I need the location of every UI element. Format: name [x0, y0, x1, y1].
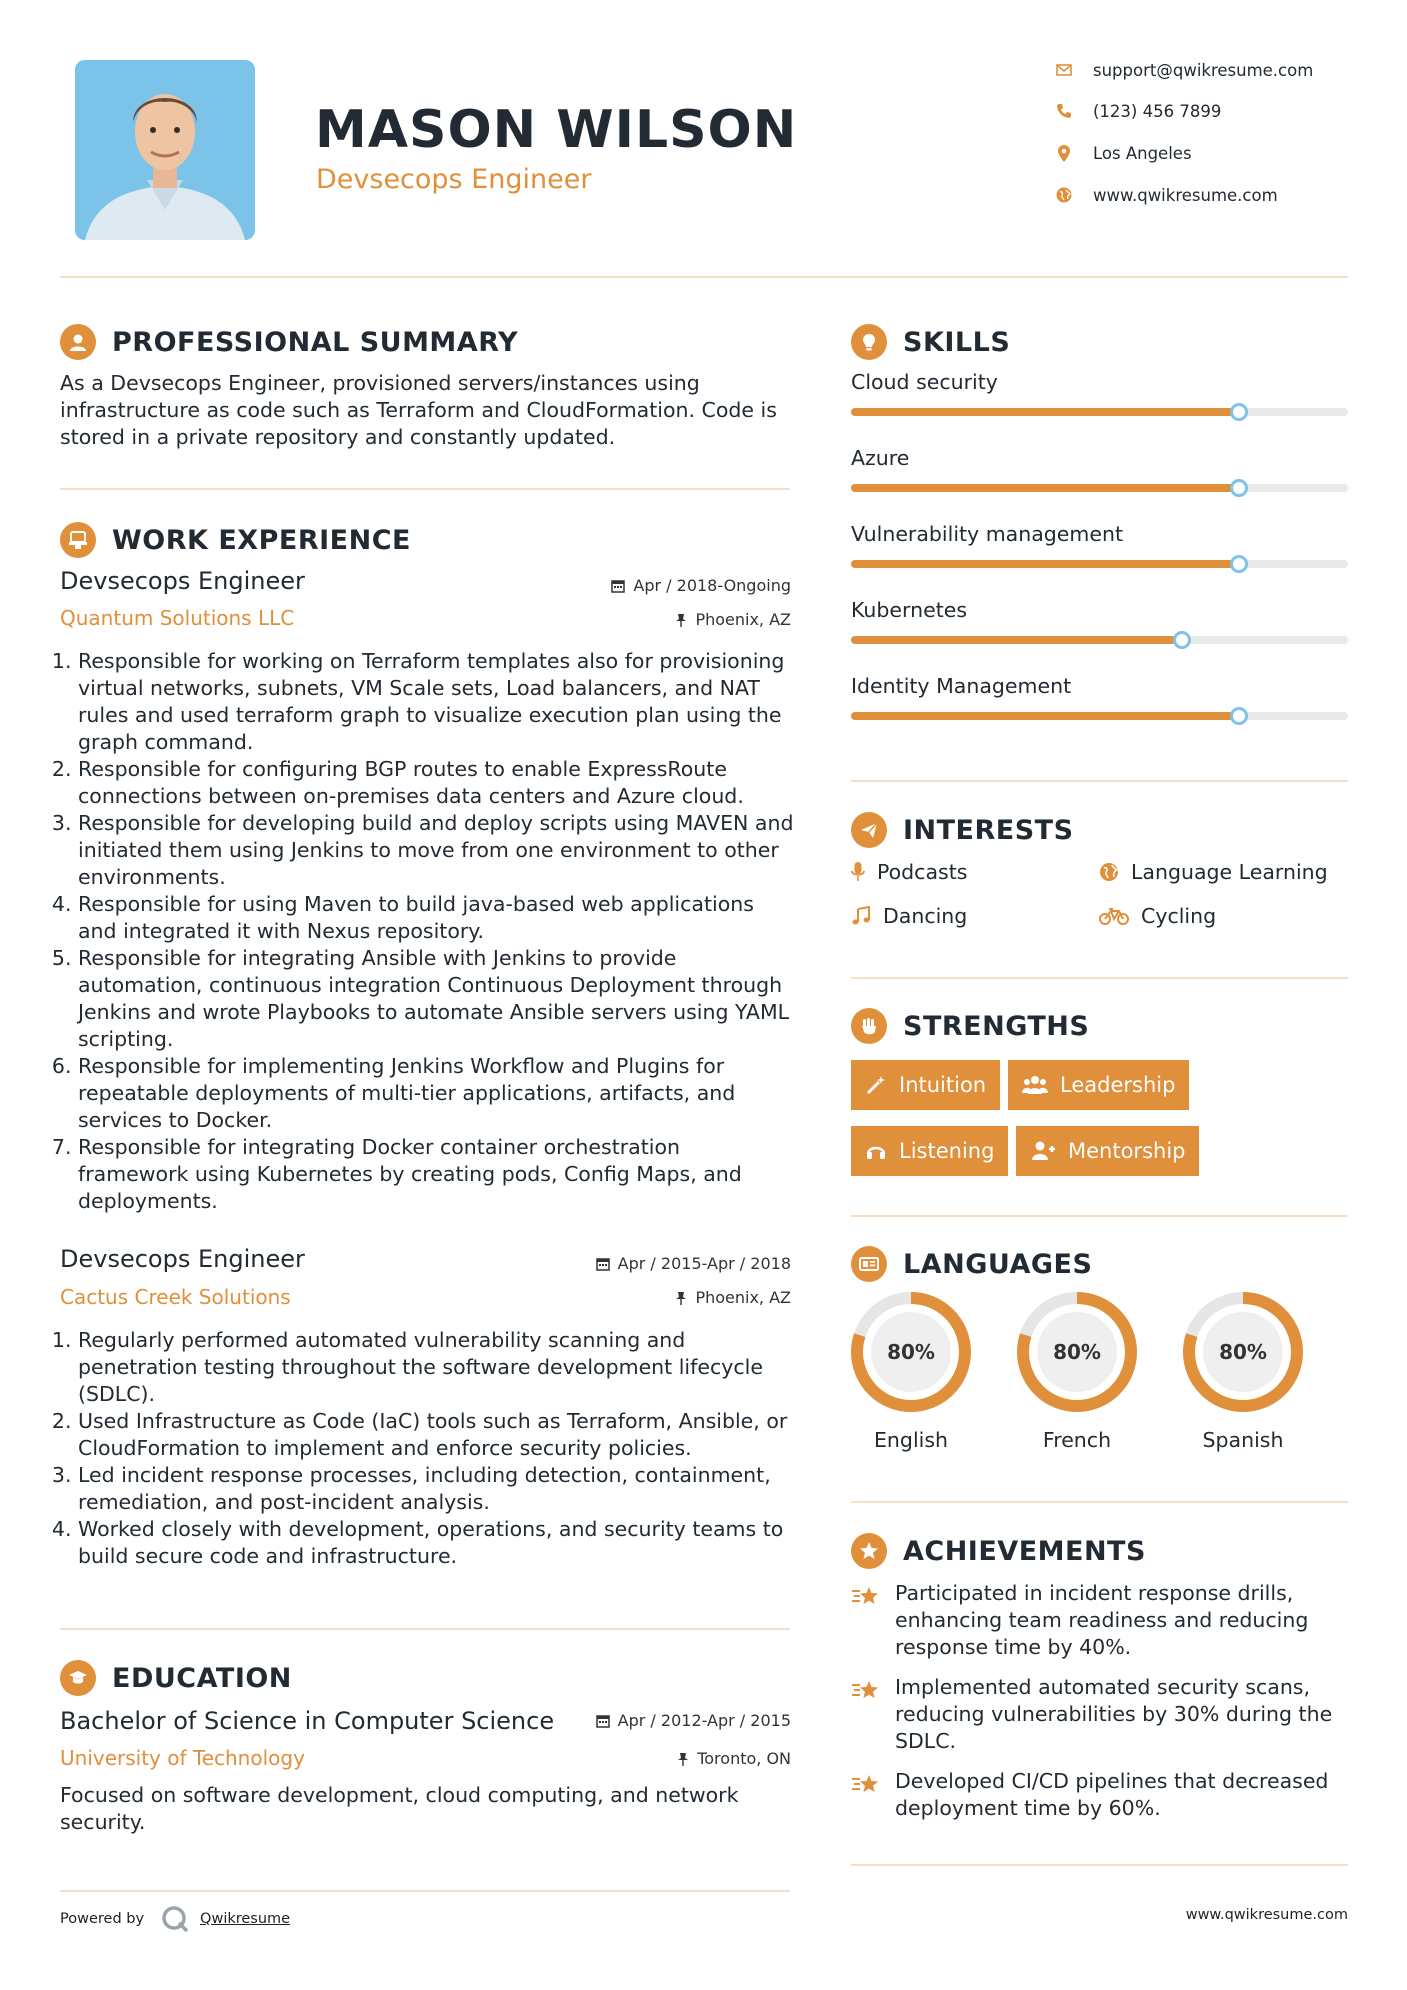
job-2-dates: Apr / 2015-Apr / 2018 — [520, 1254, 791, 1273]
user-icon — [60, 324, 96, 360]
contact-phone-text: (123) 456 7899 — [1093, 101, 1222, 121]
skill-label: Vulnerability management — [851, 522, 1124, 546]
shooting-star-icon — [851, 1771, 881, 1797]
list-item: 1. Responsible for working on Terraform templates also for provisioning virtual networks, subnets, VM Scale sets, Load balancers, and NAT rules and used terraform graph to visualize execution plan using the graph command. — [78, 648, 795, 756]
skill-item — [851, 598, 1351, 674]
lightbulb-icon — [851, 324, 887, 360]
interest-podcasts: Podcasts — [851, 860, 967, 884]
skill-bar-fill — [851, 712, 1239, 720]
microphone-icon — [851, 861, 865, 883]
achievement-item: Participated in incident response drills, enhancing team readiness and reducing response time by 40%. — [851, 1580, 1351, 1661]
skill-bar-fill — [851, 408, 1239, 416]
strength-leadership: Leadership — [1008, 1060, 1189, 1110]
headphones-icon — [865, 1140, 887, 1162]
contact-email-text: support@qwikresume.com — [1093, 60, 1314, 80]
calendar-icon — [596, 1257, 610, 1271]
paper-plane-icon — [851, 812, 887, 848]
list-item: 3. Responsible for developing build and deploy scripts using MAVEN and initiated them using Jenkins to move from one environment to other environments. — [78, 810, 795, 891]
skills-heading: SKILLS — [851, 324, 1010, 360]
skill-label: Cloud security — [851, 370, 998, 394]
job-1-company: Quantum Solutions LLC — [60, 606, 295, 630]
interest-dancing: Dancing — [851, 904, 967, 928]
strengths-divider — [851, 1215, 1348, 1217]
qwikresume-link[interactable]: Qwikresume — [200, 1911, 291, 1927]
language-ring — [1015, 1290, 1139, 1414]
globe-icon — [1099, 862, 1119, 882]
language-item — [849, 1290, 973, 1452]
list-item: 4. Worked closely with development, operations, and security teams to build secure code and infrastructure. — [78, 1516, 795, 1570]
education-degree: Bachelor of Science in Computer Science — [60, 1707, 555, 1735]
skills-list — [851, 370, 1351, 750]
education-heading: EDUCATION — [60, 1660, 292, 1696]
contact-website[interactable] — [1055, 180, 1355, 210]
interest-cycling: Cycling — [1099, 904, 1216, 928]
languages-divider — [851, 1501, 1348, 1503]
language-item — [1181, 1290, 1305, 1452]
bicycle-icon — [1099, 906, 1129, 926]
summary-text: As a Devsecops Engineer, provisioned servers/instances using infrastructure as code such as Terraform and CloudFormation. Code is stored in a private repository and constantly updated. — [60, 371, 777, 449]
profile-photo — [75, 60, 255, 240]
achievement-item: Developed CI/CD pipelines that decreased deployment time by 60%. — [851, 1768, 1351, 1822]
footer-website[interactable]: www.qwikresume.com — [1185, 1907, 1348, 1923]
skill-bar-fill — [851, 560, 1239, 568]
skill-bar-track — [851, 636, 1348, 644]
skill-bar-fill — [851, 484, 1239, 492]
interest-language-learning: Language Learning — [1099, 860, 1328, 884]
strength-listening: Listening — [851, 1126, 1008, 1176]
user-plus-icon — [1030, 1140, 1056, 1162]
skill-bar-knob — [1230, 479, 1248, 497]
language-ring — [1181, 1290, 1305, 1414]
list-item: 4. Responsible for using Maven to build java-based web applications and integrated it with Nexus repository. — [78, 891, 795, 945]
qwikresume-logo-icon — [160, 1904, 190, 1934]
education-school: University of Technology — [60, 1746, 305, 1770]
list-item: 7. Responsible for integrating Docker container orchestration framework using Kubernetes by creating pods, Config Maps, and deployments. — [78, 1134, 795, 1215]
header-divider — [60, 276, 1348, 278]
pin-icon — [677, 1752, 689, 1766]
skill-item — [851, 674, 1351, 750]
skill-bar-knob — [1230, 707, 1248, 725]
language-label: French — [1042, 1428, 1112, 1452]
summary-heading: PROFESSIONAL SUMMARY — [60, 324, 518, 360]
experience-heading: WORK EXPERIENCE — [60, 522, 411, 558]
skill-bar-track — [851, 712, 1348, 720]
contact-phone[interactable] — [1055, 96, 1355, 126]
interests-heading: INTERESTS — [851, 812, 1074, 848]
language-percent: 80% — [887, 1340, 935, 1364]
summary-divider — [60, 488, 790, 490]
education-location: Toronto, ON — [520, 1749, 791, 1768]
skill-item — [851, 522, 1351, 598]
education-text: Focused on software development, cloud computing, and network security. — [60, 1783, 739, 1834]
education-dates: Apr / 2012-Apr / 2015 — [520, 1711, 791, 1730]
skill-label: Azure — [851, 446, 910, 470]
candidate-name: MASON WILSON — [315, 100, 798, 160]
job-2-duties — [60, 1327, 795, 1570]
graduation-icon — [60, 1660, 96, 1696]
achievements-heading: ACHIEVEMENTS — [851, 1533, 1146, 1569]
skill-bar-knob — [1230, 555, 1248, 573]
strength-mentorship: Mentorship — [1016, 1126, 1199, 1176]
list-item: 2. Responsible for configuring BGP routes to enable ExpressRoute connections between on-premises data centers and Azure cloud. — [78, 756, 795, 810]
contact-website-text: www.qwikresume.com — [1093, 185, 1278, 205]
pin-icon — [675, 613, 687, 627]
languages-heading: LANGUAGES — [851, 1246, 1092, 1282]
map-pin-icon — [1055, 144, 1073, 162]
skill-item — [851, 370, 1351, 446]
shooting-star-icon — [851, 1677, 881, 1703]
skill-bar-fill — [851, 636, 1182, 644]
job-2-company: Cactus Creek Solutions — [60, 1285, 291, 1309]
globe-icon — [1055, 186, 1073, 204]
job-2-title: Devsecops Engineer — [60, 1245, 305, 1273]
fist-icon — [851, 1008, 887, 1044]
users-icon — [1022, 1074, 1048, 1096]
strength-intuition: Intuition — [851, 1060, 1000, 1110]
list-item: 2. Used Infrastructure as Code (IaC) tools such as Terraform, Ansible, or CloudFormation to implement and enforce security policies. — [78, 1408, 795, 1462]
skill-label: Kubernetes — [851, 598, 968, 622]
language-item — [1015, 1290, 1139, 1452]
interests-divider — [851, 977, 1348, 979]
language-label: English — [873, 1428, 949, 1452]
strengths-heading: STRENGTHS — [851, 1008, 1089, 1044]
shooting-star-icon — [851, 1583, 881, 1609]
skill-item — [851, 446, 1351, 522]
languages-list — [849, 1290, 1349, 1460]
list-item: 1. Regularly performed automated vulnerability scanning and penetration testing throughout the software development lifecycle (SDLC). — [78, 1327, 795, 1408]
language-percent: 80% — [1219, 1340, 1267, 1364]
candidate-role: Devsecops Engineer — [316, 164, 592, 195]
job-1-title: Devsecops Engineer — [60, 567, 305, 595]
list-item: 3. Led incident response processes, including detection, containment, remediation, and post-incident analysis. — [78, 1462, 795, 1516]
contact-location-text: Los Angeles — [1093, 143, 1192, 163]
education-divider — [60, 1890, 790, 1892]
language-percent: 80% — [1053, 1340, 1101, 1364]
achievements-divider — [851, 1864, 1348, 1866]
skill-bar-track — [851, 484, 1348, 492]
music-note-icon — [851, 906, 871, 926]
skill-bar-track — [851, 408, 1348, 416]
id-card-icon — [851, 1246, 887, 1282]
briefcase-icon — [60, 522, 96, 558]
language-label: Spanish — [1202, 1428, 1284, 1452]
contact-email[interactable] — [1055, 55, 1355, 85]
phone-icon — [1055, 102, 1073, 120]
star-badge-icon — [851, 1533, 887, 1569]
contact-location — [1055, 138, 1355, 168]
list-item: 5. Responsible for integrating Ansible with Jenkins to provide automation, continuous integration Continuous Deployment through Jenkins and wrote Playbooks to automate Ansible servers using YAML scripting. — [78, 945, 795, 1053]
skill-bar-track — [851, 560, 1348, 568]
language-ring — [849, 1290, 973, 1414]
magic-wand-icon — [865, 1074, 887, 1096]
job-1-dates: Apr / 2018-Ongoing — [520, 576, 791, 595]
job-1-location: Phoenix, AZ — [520, 610, 791, 629]
skill-bar-knob — [1230, 403, 1248, 421]
job-2-location: Phoenix, AZ — [520, 1288, 791, 1307]
envelope-icon — [1055, 61, 1073, 79]
skill-label: Identity Management — [851, 674, 1072, 698]
calendar-icon — [611, 579, 625, 593]
list-item: 6. Responsible for implementing Jenkins Workflow and Plugins for repeatable deployments of multi-tier applications, artifacts, and services to Docker. — [78, 1053, 795, 1134]
footer-powered-by: Powered by Qwikresume — [60, 1904, 290, 1934]
experience-divider — [60, 1628, 790, 1630]
achievement-item: Implemented automated security scans, reducing vulnerabilities by 30% during the SDLC. — [851, 1674, 1351, 1755]
skills-divider — [851, 780, 1348, 782]
skill-bar-knob — [1173, 631, 1191, 649]
calendar-icon — [596, 1714, 610, 1728]
pin-icon — [675, 1291, 687, 1305]
job-1-duties — [60, 648, 795, 1215]
